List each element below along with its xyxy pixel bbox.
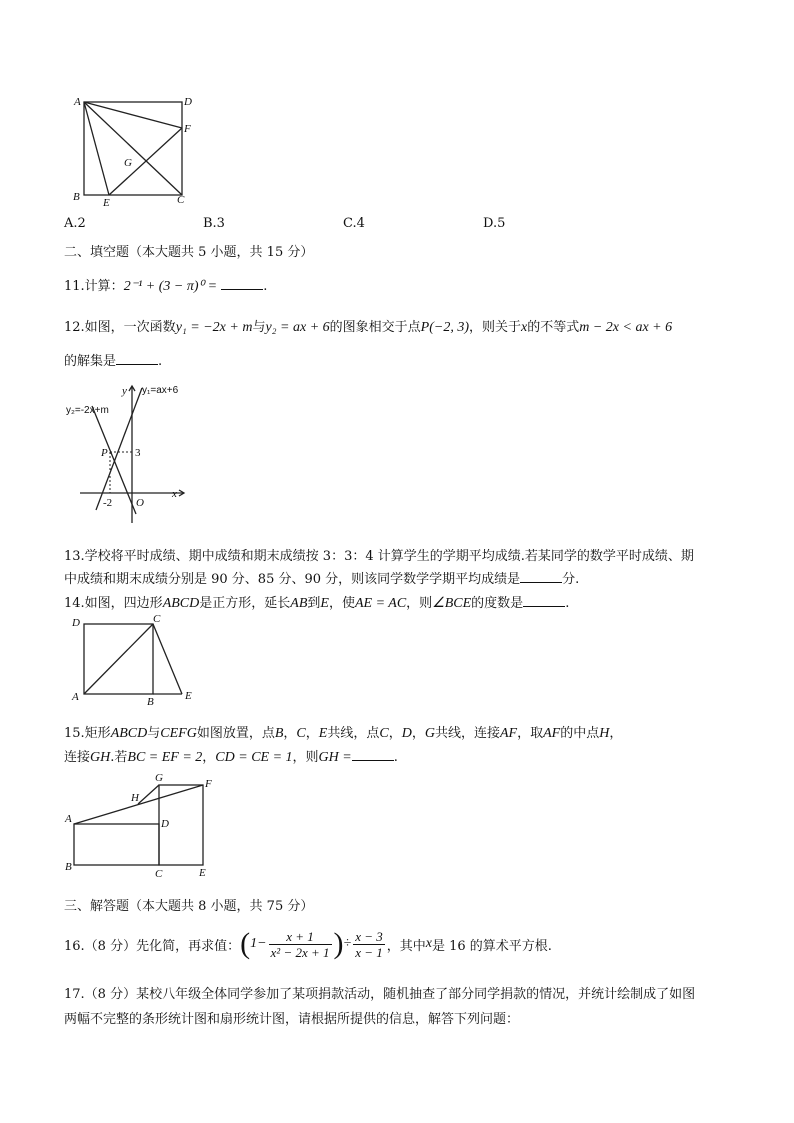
question-11 [64, 275, 267, 295]
q14-text: . [565, 596, 570, 611]
q15-point: D [401, 726, 412, 741]
q16-numerator-1: x + 1 [269, 929, 332, 945]
q12-text: ，则关于 [469, 320, 522, 335]
segment-af [84, 102, 182, 128]
label-e: E [199, 867, 206, 879]
q15-point: E [318, 726, 328, 741]
q14-seg: AB [290, 596, 308, 611]
label-c: C [153, 613, 161, 625]
q14-text: 的度数是 [471, 596, 524, 611]
q12-text: 与 [252, 320, 266, 335]
q15-seg: AF [500, 726, 518, 741]
label-b: B [73, 191, 80, 203]
q15-text: ，取 [517, 726, 544, 741]
q15-rect-2: CEFG [160, 726, 197, 741]
q15-text: 如图放置，点 [196, 726, 275, 741]
q16-fraction-2 [353, 929, 385, 960]
q16-fraction-1 [269, 929, 332, 960]
q10-figure [66, 92, 200, 208]
q12-var: x [521, 320, 528, 335]
q12-function-1: y₁ = −2x + m [175, 320, 253, 335]
q12-point: P(−2, 3) [420, 320, 469, 335]
q12-text: . [158, 354, 163, 369]
q16-denominator-1: x² − 2x + 1 [270, 944, 330, 960]
q15-point: C [296, 726, 306, 741]
question-12-line-1 [64, 316, 672, 336]
q15-text: ， [202, 750, 216, 765]
diagonal-ac [84, 624, 153, 694]
section-2-title: 二、填空题（本大题共 5 小题，共 15 分） [64, 245, 314, 260]
q15-text: 与 [147, 726, 161, 741]
q11-suffix: . [263, 279, 268, 294]
q16-numerator-2: x − 3 [355, 928, 383, 944]
q12-text: 的图象相交于点 [329, 320, 421, 335]
q16-denominator-2: x − 1 [355, 944, 383, 960]
q11-answer-blank[interactable] [221, 277, 263, 290]
label-e: E [185, 690, 192, 702]
option-d: D.5 [483, 216, 506, 231]
q12-text: 的解集是 [64, 354, 117, 369]
q13-text: 分. [562, 572, 580, 587]
q16-text: ，其中 [386, 938, 426, 954]
q14-text: ，则 [406, 596, 433, 611]
q14-text: 是正方形，延长 [199, 596, 291, 611]
q14-shape: ABCD [162, 596, 200, 611]
segment-af [74, 785, 203, 824]
q14-text: 14.如图，四边形 [64, 596, 163, 611]
question-14 [64, 592, 569, 612]
q15-answer-expr: GH = [318, 750, 352, 765]
label-minus-2: -2 [103, 497, 113, 509]
label-f: F [205, 778, 212, 790]
q15-text: ，则 [292, 750, 319, 765]
q15-point: C [379, 726, 389, 741]
q13-text: 中成绩和期末成绩分别是 90 分、85 分、90 分，则该同学数学学期平均成绩是 [64, 572, 521, 587]
question-12-line-2 [64, 350, 162, 369]
q11-prefix: 11.计算： [64, 279, 124, 294]
q14-angle: ∠BCE [432, 596, 472, 611]
q15-text: ， [283, 726, 297, 741]
q15-text: . [393, 750, 398, 765]
label-y-axis: y [122, 385, 127, 397]
label-a: A [65, 813, 72, 825]
question-15-line-2 [64, 746, 398, 766]
q11-expr: 2⁻¹ + (3 − π)⁰ = [123, 279, 218, 294]
q16-var: x [425, 936, 432, 951]
label-p: P [101, 447, 108, 459]
label-c: C [177, 194, 185, 206]
q15-text: 共线，点 [327, 726, 380, 741]
q14-answer-blank[interactable] [523, 594, 565, 607]
q15-rect-1: ABCD [110, 726, 148, 741]
q13-answer-blank[interactable] [520, 570, 562, 583]
q12-answer-blank[interactable] [116, 352, 158, 365]
q14-point: E [320, 596, 329, 611]
q12-figure [64, 380, 214, 526]
label-h: H [131, 792, 139, 804]
label-d: D [161, 818, 169, 830]
label-g: G [155, 772, 163, 784]
q15-text: ， [305, 726, 319, 741]
segment-ce [153, 624, 182, 694]
label-f: F [184, 123, 191, 135]
label-a: A [72, 691, 79, 703]
label-b: B [65, 861, 72, 873]
option-c: C.4 [343, 216, 365, 231]
q15-text: .若 [110, 750, 128, 765]
q15-text: ， [388, 726, 402, 741]
q15-text: 连接 [64, 750, 91, 765]
q15-eq: BC = EF = 2 [127, 750, 203, 765]
q15-text: 共线，连接 [434, 726, 500, 741]
q14-eq: AE = AC [354, 596, 407, 611]
option-a: A.2 [64, 216, 86, 231]
q16-paren-close: ) [333, 927, 344, 960]
q16-text: 16.（8 分）先化简，再求值： [64, 938, 241, 954]
q15-point: B [274, 726, 284, 741]
label-e: E [103, 197, 110, 208]
q15-text: 15.矩形 [64, 726, 111, 741]
q15-text: 的中点 [560, 726, 600, 741]
q12-text: 的不等式 [527, 320, 580, 335]
label-b: B [147, 696, 154, 706]
q15-seg: AF [543, 726, 561, 741]
question-17-line-2: 两幅不完整的条形统计图和扇形统计图，请根据所提供的信息，解答下列问题： [64, 1012, 520, 1027]
option-b: B.3 [203, 216, 225, 231]
q14-figure [64, 612, 206, 706]
q14-text: 到 [307, 596, 321, 611]
label-x-axis: x [172, 488, 177, 500]
q12-text: 12.如图，一次函数 [64, 320, 176, 335]
q12-function-2: y₂ = ax + 6 [265, 320, 330, 335]
label-origin: O [136, 497, 144, 509]
label-d: D [184, 96, 192, 108]
rect-abcd [74, 824, 159, 865]
q15-answer-blank[interactable] [352, 748, 394, 761]
label-d: D [72, 617, 80, 629]
label-c: C [155, 868, 163, 880]
segment-ae [84, 102, 109, 195]
question-16 [64, 922, 552, 966]
diagonal-ac [84, 102, 182, 195]
q16-paren-open: ( [240, 927, 251, 960]
q14-text: ，使 [328, 596, 355, 611]
question-17-line-1: 17.（8 分）某校八年级全体同学参加了某项捐款活动，随机抽查了部分同学捐款的情况，并统计绘制成了如图 [64, 987, 696, 1002]
question-15-line-1 [64, 722, 622, 742]
q15-text: ， [411, 726, 425, 741]
q15-seg: GH [90, 750, 111, 765]
q16-text: 是 16 的算术平方根. [431, 938, 552, 954]
label-3: 3 [135, 447, 141, 459]
question-13-line-1: 13.学校将平时成绩、期中成绩和期末成绩按 3：3：4 计算学生的学期平均成绩.若某同学的数学平时成绩、期 [64, 549, 694, 564]
q15-figure [62, 770, 222, 882]
q15-text: ， [609, 726, 623, 741]
q16-one-minus: 1− [250, 936, 267, 951]
q15-point: G [424, 726, 435, 741]
label-y2: y₂=-2x+m [66, 405, 109, 416]
label-y1: y₁=ax+6 [142, 385, 179, 396]
label-a: A [74, 96, 81, 108]
question-13-line-2 [64, 568, 579, 587]
label-g: G [124, 157, 132, 169]
q12-inequality: m − 2x < ax + 6 [579, 320, 673, 335]
q15-point: H [599, 726, 610, 741]
q15-eq: CD = CE = 1 [215, 750, 293, 765]
section-3-title: 三、解答题（本大题共 8 小题，共 75 分） [64, 899, 314, 914]
q16-divide: ÷ [343, 936, 352, 951]
